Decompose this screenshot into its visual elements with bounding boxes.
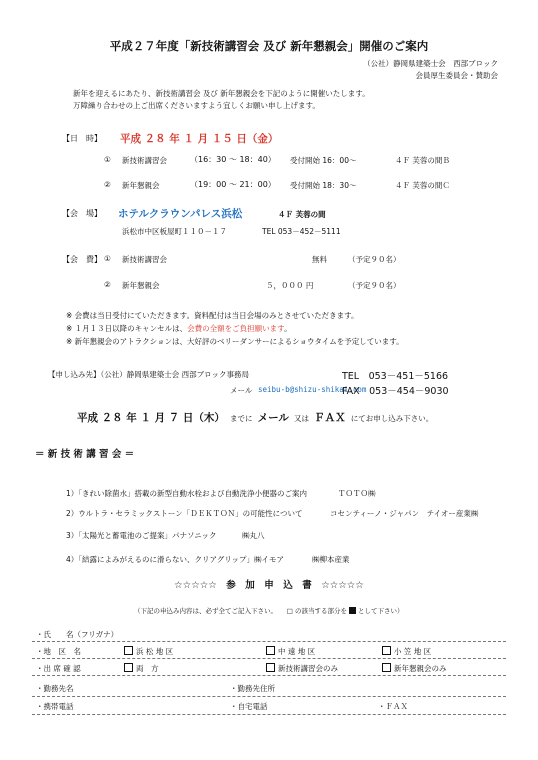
attendance-option-label: 新年懇親会のみ xyxy=(394,664,447,673)
fee-num-2: ② xyxy=(104,280,111,289)
fee-amount-2: ５，０００ 円 xyxy=(266,281,314,290)
apply-email-link[interactable]: seibu-b@shizu-shikai.com xyxy=(258,385,367,394)
district-option-label: 中 遠 地 区 xyxy=(278,647,316,656)
lecture-3-company: ㈱丸八 xyxy=(242,531,265,540)
divider xyxy=(32,714,506,715)
checkbox-icon[interactable] xyxy=(266,663,275,672)
lecture-2: 2）ウルトラ・セラミックストーン「ＤＥＫＴＯＮ」の可能性について xyxy=(66,509,303,518)
schedule-num-1: ① xyxy=(104,155,111,164)
page-title: 平成２７年度「新技術講習会 及び 新年懇親会」開催のご案内 xyxy=(109,39,429,53)
attendance-option-party[interactable] xyxy=(382,663,447,674)
deadline xyxy=(77,406,433,425)
schedule-room-2: ４Ｆ 芙蓉の間Ｃ xyxy=(395,181,450,190)
form-home-phone-label: ・自宅電話 xyxy=(230,702,268,711)
attendance-option-lecture[interactable] xyxy=(266,663,338,674)
note-2-post: 。 xyxy=(284,324,292,333)
lecture-1: 1）「きれい除菌水」搭載の新型自動水栓および自動洗浄小便器のご案内 xyxy=(66,489,308,498)
attendance-option-label: 新技術講習会のみ xyxy=(278,664,338,673)
venue-label: 【会 場】 xyxy=(62,209,102,218)
lectures-heading: ＝ 新 技 術 講 習 会 ＝ xyxy=(35,449,135,460)
checkbox-icon[interactable] xyxy=(266,646,275,655)
checkbox-icon[interactable] xyxy=(124,663,133,672)
venue-address: 浜松市中区板屋町１１０－１７ xyxy=(122,227,227,236)
schedule-reception-1: 受付開始 16：00～ xyxy=(290,156,357,165)
form-instruction-post: として下さい） xyxy=(357,607,404,615)
district-option-chuen[interactable] xyxy=(266,646,315,657)
venue-tel: TEL 053－452－5111 xyxy=(262,227,341,236)
apply-contact: 【申し込み先】（公社）静岡県建築士会 西部ブロック事務局 xyxy=(48,370,249,379)
fee-name-2: 新年懇親会 xyxy=(122,281,160,290)
attendance-option-both[interactable] xyxy=(124,663,159,674)
organizer xyxy=(363,58,498,82)
organizer-line1: （公社）静岡県建築士会 西部ブロック xyxy=(363,59,498,68)
form-work-address-label: ・勤務先住所 xyxy=(230,684,275,693)
fee-expected-1: （予定９０名） xyxy=(348,255,401,264)
fee-name-1: 新技術講習会 xyxy=(122,255,167,264)
schedule-name-1: 新技術講習会 xyxy=(122,156,167,165)
form-instruction xyxy=(134,606,403,615)
form-mobile-label: ・携帯電話 xyxy=(36,702,74,711)
schedule-name-2: 新年懇親会 xyxy=(122,181,160,190)
venue-name: ホテルクラウンパレス浜松 xyxy=(118,208,243,220)
divider xyxy=(32,675,506,676)
divider xyxy=(32,696,506,697)
form-fax-label: ・ＦＡＸ xyxy=(378,702,408,711)
deadline-text-1: までに xyxy=(230,414,253,423)
deadline-fax: ＦＡＸ xyxy=(314,412,346,424)
lecture-2-company: コセンティーノ・ジャパン テイオー産業㈱ xyxy=(330,509,479,518)
checkbox-icon[interactable] xyxy=(382,646,391,655)
district-option-label: 浜 松 地 区 xyxy=(136,647,174,656)
note-2 xyxy=(66,323,292,334)
district-option-hamamatsu[interactable] xyxy=(124,646,173,657)
fee-label: 【会 費】 xyxy=(62,255,102,264)
checkbox-icon[interactable] xyxy=(382,663,391,672)
schedule-room-1: ４Ｆ 芙蓉の間Ｂ xyxy=(395,156,450,165)
organizer-line2: 会員厚生委員会・賛助会 xyxy=(415,71,498,80)
apply-mail-label: メール xyxy=(230,386,253,395)
form-workplace-label: ・勤務先名 xyxy=(36,684,74,693)
venue-floor: ４Ｆ 芙蓉の間 xyxy=(278,210,326,219)
form-attendance-label: ・出 席 確 認 xyxy=(36,664,81,673)
deadline-text-2: 又は xyxy=(294,414,310,423)
filled-square-icon xyxy=(349,607,356,614)
note-2-highlight: 会費の全額をご負担願います xyxy=(187,324,285,333)
deadline-date: 平成 ２８ 年 １ 月 ７ 日（木） xyxy=(77,412,225,424)
note-2-pre: ※ １月１３日以降のキャンセルは、 xyxy=(66,324,188,333)
district-option-ogasa[interactable] xyxy=(382,646,431,657)
schedule-reception-2: 受付開始 18：30～ xyxy=(290,181,357,190)
fee-amount-1: 無料 xyxy=(312,255,327,264)
form-district-label: ・地 区 名 xyxy=(36,647,81,656)
divider xyxy=(32,658,506,659)
note-1: ※ 会費は当日受付にていただきます。資料配付は当日会場のみとさせていただきます。 xyxy=(66,311,359,320)
schedule-time-2: （19：00 ～ 21：00） xyxy=(190,180,276,189)
attendance-option-label: 両 方 xyxy=(136,664,159,673)
event-date: 平成 ２８ 年 １ 月 １５ 日（金） xyxy=(120,133,279,145)
date-label: 【日 時】 xyxy=(62,134,102,143)
schedule-num-2: ② xyxy=(104,180,111,189)
note-3: ※ 新年懇親会のアトラクションは、大好評のベリーダンサーによるショウタイムを予定しています。 xyxy=(66,337,404,346)
lecture-1-company: ＴＯＴＯ㈱ xyxy=(338,489,376,498)
lecture-3: 3）「太陽光と蓄電池のご提案」パナソニック xyxy=(66,531,217,540)
form-heading: ☆☆☆☆☆ 参 加 申 込 書 ☆☆☆☆☆ xyxy=(174,580,364,591)
lecture-4-company: ㈱柳本産業 xyxy=(312,555,350,564)
fee-expected-2: （予定９０名） xyxy=(348,281,401,290)
fee-num-1: ① xyxy=(104,254,111,263)
deadline-mail: メール xyxy=(257,412,289,424)
form-instruction-pre: （下記の申込み内容は、必ず全てご記入下さい。 □ の該当する部分を xyxy=(134,607,347,615)
apply-fax: FAX 053－454－9030 xyxy=(342,386,449,397)
lecture-4: 4）「結露によみがえるのに滑らない、クリアグリップ」㈱イモア xyxy=(66,555,284,564)
district-option-label: 小 笠 地 区 xyxy=(394,647,432,656)
intro-line2: 万障繰り合わせの上ご出席くださいますよう宜しくお願い申し上げます。 xyxy=(73,101,320,110)
divider xyxy=(32,641,506,642)
apply-tel: TEL 053－451－5166 xyxy=(342,371,449,382)
deadline-text-3: にてお申し込み下さい。 xyxy=(350,414,434,423)
schedule-time-1: （16：30 ～ 18：40） xyxy=(190,155,276,164)
form-name-label: ・氏 名（フリガナ） xyxy=(36,630,119,639)
intro-line1: 新年を迎えるにあたり、新技術講習会 及び 新年懇親会を下記のように開催いたします。 xyxy=(73,89,370,98)
checkbox-icon[interactable] xyxy=(124,646,133,655)
